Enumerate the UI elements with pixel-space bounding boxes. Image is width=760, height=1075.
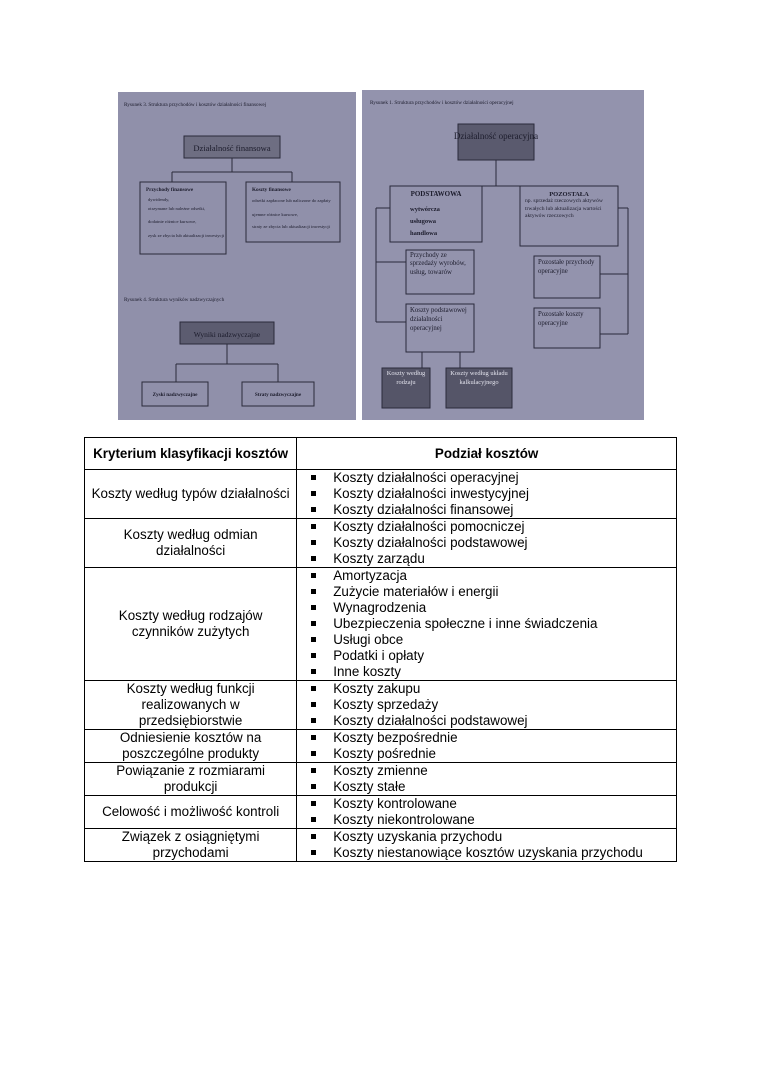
criterion-cell: Celowość i możliwość kontroli <box>85 796 297 829</box>
criterion-cell: Koszty według odmian działalności <box>85 519 297 568</box>
fig1-other-revenue: Pozostałe przychody operacyjne <box>538 259 595 275</box>
fig3-cost-item: odsetki zapłacone lub naliczone do zapłaty <box>252 198 331 203</box>
fig3-revenue-item: dodatnie różnice kursowe, <box>148 219 197 224</box>
header-division: Podział kosztów <box>297 438 677 470</box>
fig3-revenue-item: otrzymane lub należne odsetki, <box>148 206 206 211</box>
table-row <box>85 730 677 763</box>
division-cell <box>297 470 677 519</box>
list-item: Koszty stałe <box>297 779 676 795</box>
list-item: Ubezpieczenia społeczne i inne świadczenia <box>297 616 676 632</box>
list-item: Koszty pośrednie <box>297 746 676 762</box>
criterion-cell: Koszty według funkcji realizowanych w przedsiębiorstwie <box>85 681 297 730</box>
fig1-other-text: np. sprzedaż rzeczowych aktywów trwałych lub aktualizacja wartości aktywów rzeczowych <box>525 198 603 220</box>
division-cell <box>297 568 677 681</box>
criterion-cell: Koszty według typów działalności <box>85 470 297 519</box>
table-row <box>85 796 677 829</box>
list-item: Koszty niekontrolowane <box>297 812 676 828</box>
division-cell <box>297 681 677 730</box>
division-cell <box>297 796 677 829</box>
cost-classification-table <box>84 437 677 862</box>
table-row <box>85 681 677 730</box>
list-item: Koszty działalności podstawowej <box>297 713 676 729</box>
list-item: Koszty działalności pomocniczej <box>297 519 676 535</box>
table-row <box>85 568 677 681</box>
list-item: Inne koszty <box>297 664 676 680</box>
division-cell <box>297 730 677 763</box>
fig3-revenue-item: dywidendy, <box>148 197 170 202</box>
list-item: Podatki i opłaty <box>297 648 676 664</box>
fig1-other-costs: Pozostałe koszty operacyjne <box>538 311 584 327</box>
cost-list <box>297 763 676 795</box>
fig1-other-title: POZOSTAŁA <box>549 191 589 198</box>
list-item: Koszty działalności inwestycyjnej <box>297 486 676 502</box>
table-row <box>85 519 677 568</box>
criterion-cell: Związek z osiągniętymi przychodami <box>85 829 297 862</box>
division-cell <box>297 519 677 568</box>
cost-list <box>297 519 676 567</box>
division-cell <box>297 829 677 862</box>
fig1-core-item: wytwórcza <box>410 206 440 213</box>
table-row <box>85 829 677 862</box>
criterion-cell: Koszty według rodzajów czynników zużytych <box>85 568 297 681</box>
fig4-losses: Straty nadzwyczajne <box>254 392 302 398</box>
cost-list <box>297 568 676 680</box>
list-item: Koszty zarządu <box>297 551 676 567</box>
list-item: Koszty uzyskania przychodu <box>297 829 676 845</box>
table-header-row <box>85 438 677 470</box>
fig1-core-item: usługowa <box>410 218 437 225</box>
list-item: Koszty sprzedaży <box>297 697 676 713</box>
list-item: Koszty działalności podstawowej <box>297 535 676 551</box>
fig4-gains: Zyski nadzwyczajne <box>152 392 198 398</box>
division-cell <box>297 763 677 796</box>
fig1-cost-box: Koszty podstawowej działalności operacyjnej <box>410 307 467 332</box>
list-item: Koszty zmienne <box>297 763 676 779</box>
fig1-by-type: Koszty według rodzaju <box>386 370 426 386</box>
fig1-top-box: Działalność operacyjna <box>453 131 539 141</box>
fig1-core-item: handlowa <box>410 230 438 237</box>
fig3-revenue-title: Przychody finansowe <box>146 187 194 193</box>
list-item: Koszty niestanowiące kosztów uzyskania przychodu <box>297 845 676 861</box>
cost-list <box>297 796 676 828</box>
fig4-caption: Rysunek 4. Struktura wyników nadzwyczajnych <box>124 297 225 303</box>
list-item: Zużycie materiałów i energii <box>297 584 676 600</box>
fig1-core-title: PODSTAWOWA <box>410 190 462 198</box>
fig3-caption: Rysunek 3. Struktura przychodów i kosztów działalności finansowej <box>124 102 267 108</box>
fig3-revenue-item: zysk ze zbycia lub aktualizacji inwestycji <box>148 233 225 238</box>
criterion-cell: Powiązanie z rozmiarami produkcji <box>85 763 297 796</box>
photo-operating-structure <box>362 90 644 420</box>
fig3-top-box: Działalność finansowa <box>193 143 271 153</box>
list-item: Wynagrodzenia <box>297 600 676 616</box>
photo-financial-structure <box>118 92 356 420</box>
cost-list <box>297 681 676 729</box>
cost-list <box>297 730 676 762</box>
list-item: Koszty kontrolowane <box>297 796 676 812</box>
fig3-cost-item: ujemne różnice kursowe, <box>252 212 299 217</box>
fig1-by-calc: Koszty według układu kalkulacyjnego <box>450 370 508 386</box>
fig1-caption: Rysunek 1. Struktura przychodów i kosztów działalności operacyjnej <box>370 100 514 106</box>
cost-list <box>297 829 676 861</box>
list-item: Koszty działalności finansowej <box>297 502 676 518</box>
fig3-cost-item: straty ze zbycia lub aktualizacji inwestycji <box>252 224 330 229</box>
table-row <box>85 763 677 796</box>
table-row <box>85 470 677 519</box>
fig3-cost-title: Koszty finansowe <box>252 187 291 193</box>
list-item: Koszty zakupu <box>297 681 676 697</box>
cost-list <box>297 470 676 518</box>
list-item: Koszty bezpośrednie <box>297 730 676 746</box>
list-item: Koszty działalności operacyjnej <box>297 470 676 486</box>
list-item: Usługi obce <box>297 632 676 648</box>
fig4-box: Wyniki nadzwyczajne <box>193 330 261 339</box>
list-item: Amortyzacja <box>297 568 676 584</box>
criterion-cell: Odniesienie kosztów na poszczególne produkty <box>85 730 297 763</box>
fig1-revenue-box: Przychody ze sprzedaży wyrobów, usług, towarów <box>410 252 466 276</box>
header-criterion: Kryterium klasyfikacji kosztów <box>85 438 297 470</box>
